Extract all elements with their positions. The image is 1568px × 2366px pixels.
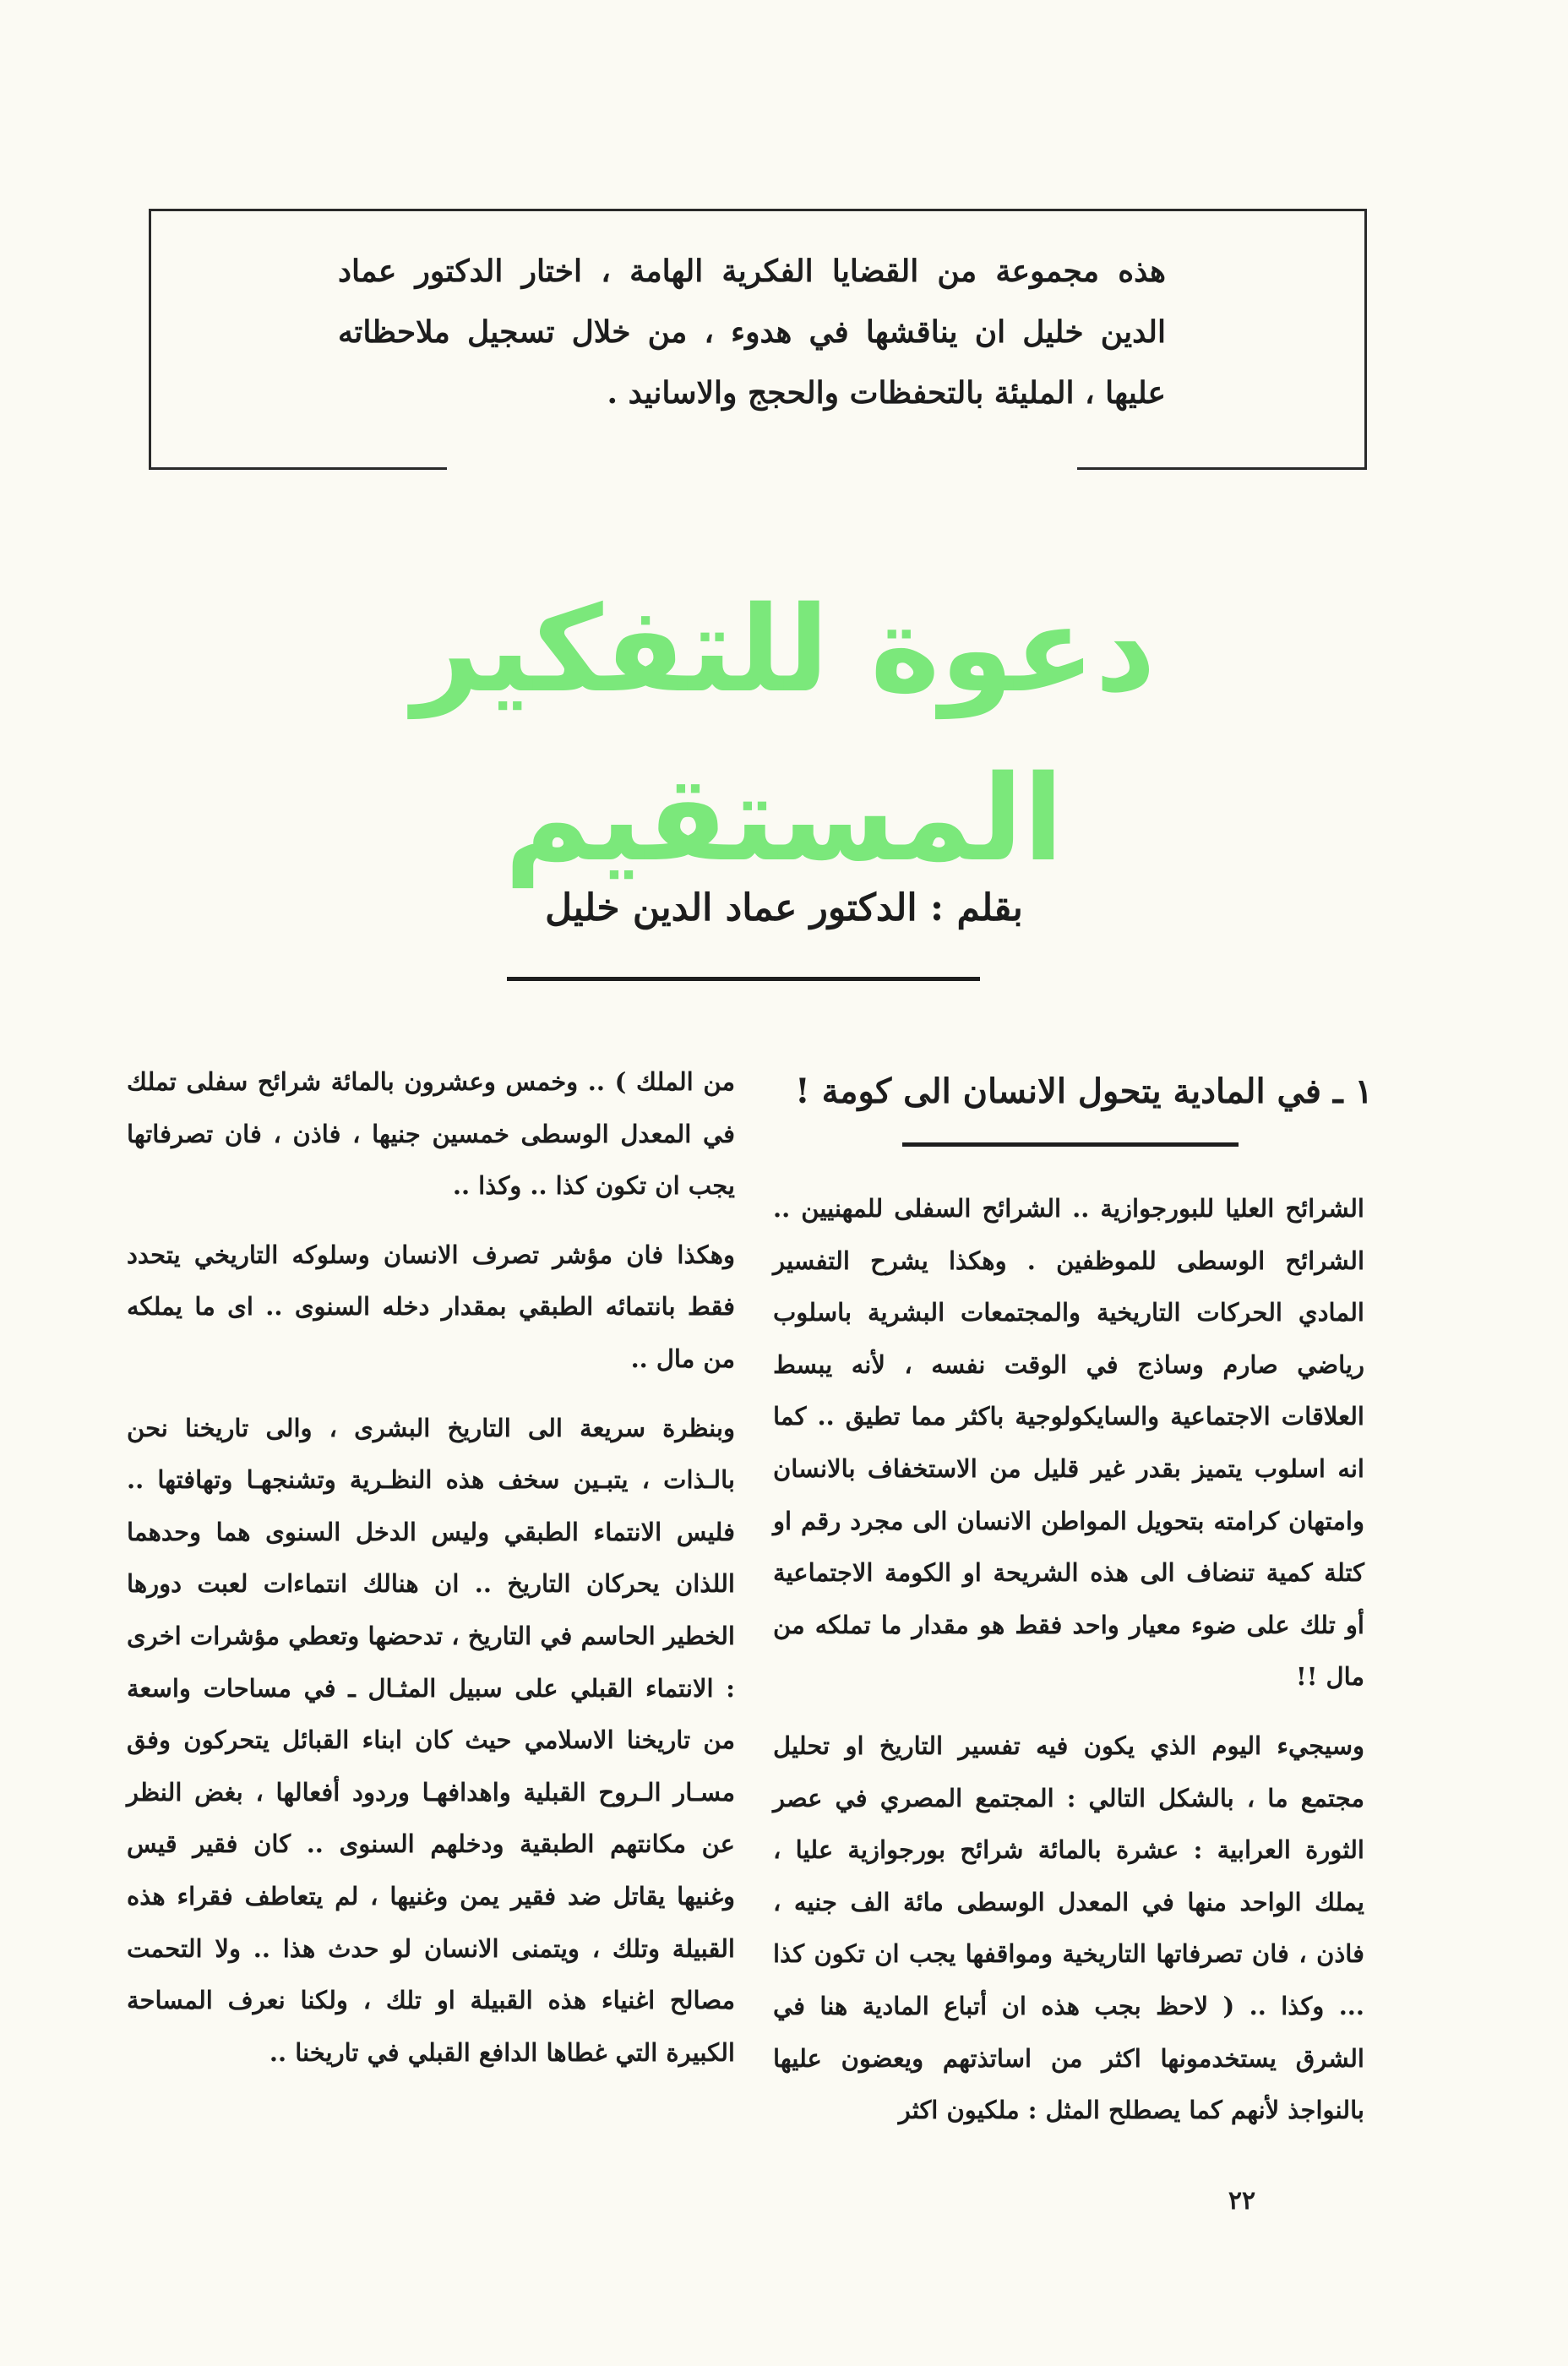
- author-byline: بقلم : الدكتور عماد الدين خليل: [545, 886, 1023, 930]
- left-paragraph-3: وبنظرة سريعة الى التاريخ البشرى ، والى تاريخنا نحن بالـذات ، يتبـين سخف هذه النظـرية وتشنجهـا وتهافتها .. فليس الانتماء الطبقي وليس الدخل السنوى هما وحدهما اللذان يحركان التاريخ .. ان هنالك انتماءات لعبت دورها الخطير الحاسم في التاريخ ، تدحضها وتعطي مؤشرات اخرى : الانتماء القبلي على سبيل المثـال ـ في مساحات واسعة من تاريخنا الاسلامي حيث كان ابناء القبائل يتحركون وفق مسـار الـروح القبلية واهدافهـا وردود أفعالها ، بغض النظر عن مكانتهم الطبقية ودخلهم السنوى .. كان فقير قيس وغنيها يقاتل ضد فقير يمن وغنيها ، لم يتعاطف فقراء هذه القبيلة وتلك ، ويتمنى الانسان لو حدث هذا .. ولا التحمت مصالح اغنياء هذه القبيلة او تلك ، ولكنا نعرف المساحة الكبيرة التي غطاها الدافع القبلي في تاريخنا ..: [127, 1413, 735, 2067]
- page-number: ٢٢: [1228, 2186, 1256, 2216]
- intro-frame-bottom-left: [149, 467, 447, 470]
- left-paragraph-2: وهكذا فان مؤشر تصرف الانسان وسلوكه التاريخي يتحدد فقط بانتمائه الطبقي بمقدار دخله السنوى .. اى ما يملكه من مال ..: [127, 1240, 735, 1373]
- article-title: دعوة للتفكير المستقيم: [412, 581, 1156, 888]
- right-column: [773, 1183, 1364, 2154]
- right-paragraph-2: وسيجيء اليوم الذي يكون فيه تفسير التاريخ او تحليل مجتمع ما ، بالشكل التالي : المجتمع المصري في عصر الثورة العرابية : عشرة بالمائة شرائح بورجوازية عليا ، يملك الواحد منها في المعدل الوسطى مائة الف جنيه ، فاذن ، فان تصرفاتها التاريخية ومواقفها يجب ان تكون كذا ... وكذا .. ( لاحظ بجب هذه ان أتباع المادية هنا في الشرق يستخدمونها اكثر من اساتذتهم ويعضون عليها بالنواجذ لأنهم كما يصطلح المثل : ملكيون اكثر: [773, 1731, 1364, 2125]
- section-underline: [902, 1142, 1239, 1147]
- right-paragraph-1: الشرائح العليا للبورجوازية .. الشرائح السفلى للمهنيين .. الشرائح الوسطى للموظفين . وهكذا يشرح التفسير المادي الحركات التاريخية والمجتمعات البشرية باسلوب رياضي صارم وساذج في الوقت نفسه ، لأنه يبسط العلاقات الاجتماعية والسايكولوجية باكثر مما تطيق .. كما انه اسلوب يتميز بقدر غير قليل من الاستخفاف بالانسان وامتهان كرامته بتحويل المواطن الانسان الى مجرد رقم او كتلة كمية تنضاف الى هذه الشريحة او الكومة الاجتماعية أو تلك على ضوء معيار واحد فقط هو مقدار ما تملكه من مال !!: [773, 1194, 1364, 1692]
- intro-frame-bottom-right: [1077, 467, 1364, 470]
- byline-underline: [507, 977, 980, 981]
- left-column: [127, 1056, 735, 2096]
- intro-text: هذه مجموعة من القضايا الفكرية الهامة ، اختار الدكتور عماد الدين خليل ان يناقشها في هدوء ، من خلال تسجيل ملاحظاته عليها ، المليئة بالتحفظات والحجج والاسانيد .: [338, 254, 1166, 411]
- left-paragraph-1: من الملك ) .. وخمس وعشرون بالمائة شرائح سفلى تملك في المعدل الوسطى خمسين جنيها ، فاذن ، فان تصرفاتها يجب ان تكون كذا .. وكذا ..: [127, 1067, 735, 1201]
- section-heading: ١ ـ في المادية يتحول الانسان الى كومة !: [795, 1071, 1373, 1111]
